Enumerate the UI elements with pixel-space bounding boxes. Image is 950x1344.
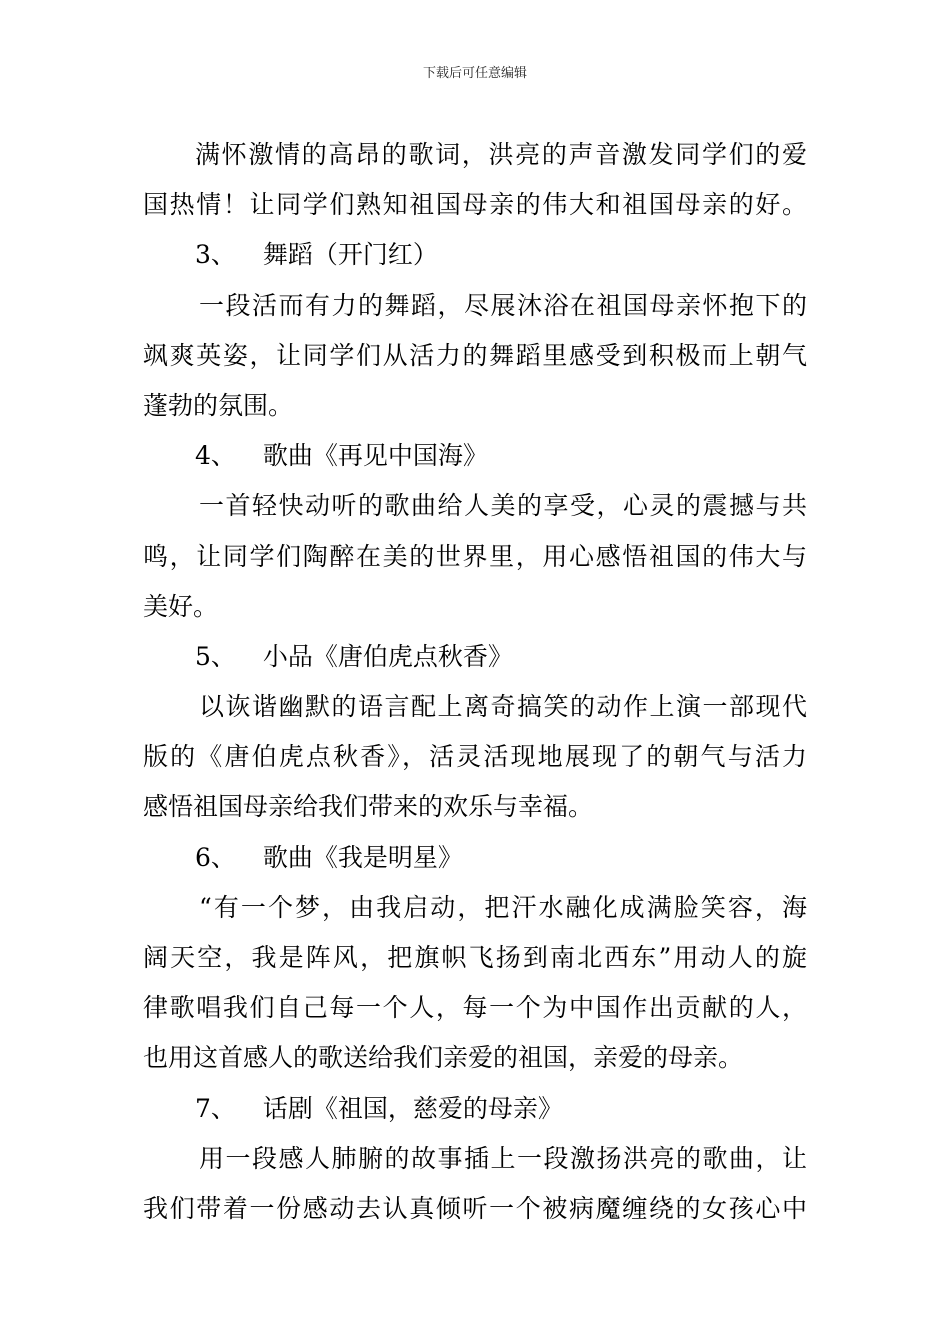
paragraph-line: 版的《唐伯虎点秋香》，活灵活现地展现了的朝气与活力 [143,742,807,772]
document-body [143,130,807,1234]
paragraph-line: 国热情！让同学们熟知祖国母亲的伟大和祖国母亲的好。 [143,190,807,220]
paragraph-line: 美好。 [143,591,219,621]
section-heading [143,1084,807,1134]
paragraph-line: 一段活而有力的舞蹈，尽展沐浴在祖国母亲怀抱下的 [199,290,807,320]
paragraph-line: 鸣，让同学们陶醉在美的世界里，用心感悟祖国的伟大与 [143,541,807,571]
paragraph-line: “有一个梦，由我启动，把汗水融化成满脸笑容，海 [199,892,807,922]
section-title: 歌曲《我是明星》 [262,842,463,872]
section-title: 舞蹈（开门红） [262,240,438,270]
section-heading [143,230,807,280]
paragraph-line: 蓬勃的氛围。 [143,390,294,420]
section-number: 4、 [195,441,236,471]
paragraph-line: 用一段感人肺腑的故事插上一段激扬洪亮的歌曲，让 [199,1143,807,1173]
section-heading [143,833,807,883]
paragraph-line: 感悟祖国母亲给我们带来的欢乐与幸福。 [143,792,594,822]
paragraph-line: 我们带着一份感动去认真倾听一个被病魔缠绕的女孩心中 [143,1193,807,1223]
paragraph-line: 也用这首感人的歌送给我们亲爱的祖国，亲爱的母亲。 [143,1043,744,1073]
section-number: 6、 [195,842,236,872]
page-header: 下载后可任意编辑 [422,66,527,81]
paragraph-line: 满怀激情的高昂的歌词，洪亮的声音激发同学们的爱 [195,140,807,169]
section-number: 5、 [195,641,236,671]
paragraph-line: 律歌唱我们自己每一个人，每一个为中国作出贡献的人， [143,993,807,1023]
paragraph-line: 飒爽英姿，让同学们从活力的舞蹈里感受到积极而上朝气 [143,340,807,370]
paragraph-line: 一首轻快动听的歌曲给人美的享受，心灵的震撼与共 [199,491,807,521]
paragraph-line: 以诙谐幽默的语言配上离奇搞笑的动作上演一部现代 [199,692,807,722]
section-heading [143,632,807,682]
section-title: 歌曲《再见中国海》 [262,441,488,471]
section-title: 小品《唐伯虎点秋香》 [262,641,513,671]
section-heading [143,431,807,481]
section-number: 3、 [195,240,236,270]
section-number: 7、 [195,1093,236,1123]
section-title: 话剧《祖国，慈爱的母亲》 [262,1093,563,1123]
paragraph-line: 阔天空，我是阵风，把旗帜飞扬到南北西东”用动人的旋 [143,943,807,972]
